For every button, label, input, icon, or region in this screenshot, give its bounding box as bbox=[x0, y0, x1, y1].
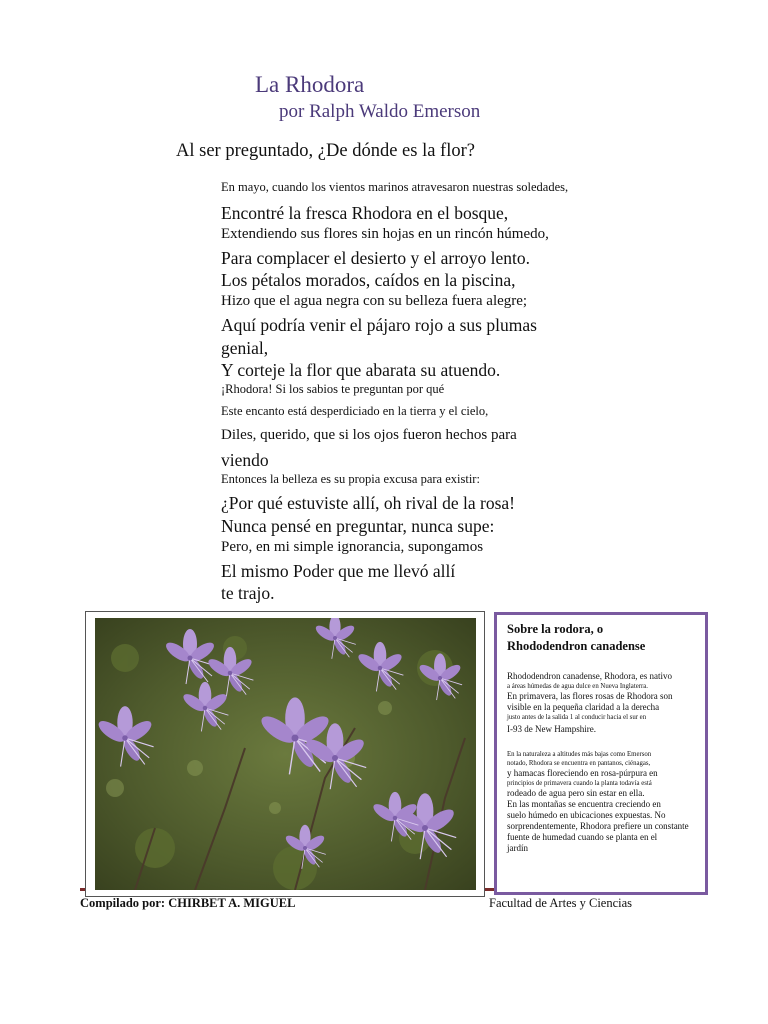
sidebar-line: suelo húmedo en ubicaciones expuestas. No bbox=[507, 810, 666, 820]
poem-line: Aquí podría venir el pájaro rojo a sus plumas bbox=[221, 315, 537, 335]
sidebar-line: En las montañas se encuentra creciendo en bbox=[507, 799, 661, 809]
rhodora-photo bbox=[95, 618, 476, 890]
poem-line: Y corteje la flor que abarata su atuendo. bbox=[221, 360, 501, 380]
poem-line: ¿Por qué estuviste allí, oh rival de la rosa! bbox=[221, 493, 516, 513]
poem-line: ¡Rhodora! Si los sabios te preguntan por qué bbox=[221, 382, 445, 396]
photo-frame bbox=[85, 611, 485, 897]
poem-line: Entonces la belleza es su propia excusa para existir: bbox=[221, 472, 480, 486]
sidebar-line: Rhododendron canadense, Rhodora, es nativo bbox=[507, 671, 672, 681]
sidebar-line: fuente de humedad cuando se planta en el bbox=[507, 832, 658, 842]
poem-epigraph: Al ser preguntado, ¿De dónde es la flor? bbox=[176, 141, 475, 161]
sidebar-line: principios de primavera cuando la planta todavía está bbox=[507, 780, 652, 787]
poem-line: En mayo, cuando los vientos marinos atravesaron nuestras soledades, bbox=[221, 180, 569, 194]
poem-line: Diles, querido, que si los ojos fueron hechos para bbox=[221, 427, 517, 443]
sidebar-line: y hamacas floreciendo en rosa-púrpura en bbox=[507, 768, 658, 778]
sidebar-title-line: Sobre la rodora, o bbox=[507, 622, 604, 636]
poem-line: Hizo que el agua negra con su belleza fuera alegre; bbox=[221, 293, 528, 309]
poem-line: Encontré la fresca Rhodora en el bosque, bbox=[221, 203, 509, 223]
document-title: La Rhodora bbox=[255, 72, 365, 97]
sidebar-line: jardín bbox=[507, 843, 528, 853]
poem-line: Pero, en mi simple ignorancia, supongamos bbox=[221, 539, 484, 555]
poem-line: Este encanto está desperdiciado en la tierra y el cielo, bbox=[221, 404, 489, 418]
poem-line: Los pétalos morados, caídos en la piscina, bbox=[221, 270, 516, 290]
sidebar-line: sorprendentemente, Rhodora prefiere un constante bbox=[507, 821, 689, 831]
sidebar-box bbox=[494, 612, 708, 895]
sidebar-line: visible en la pequeña claridad a la derecha bbox=[507, 702, 660, 712]
poem-line: genial, bbox=[221, 338, 269, 358]
sidebar-title bbox=[507, 621, 695, 655]
sidebar-line: justo antes de la salida 1 al conducir hacia el sur en bbox=[507, 714, 647, 721]
poem-line: Para complacer el desierto y el arroyo lento. bbox=[221, 248, 531, 268]
sidebar-line: notado, Rhodora se encuentra en pantanos, ciénagas, bbox=[507, 760, 651, 767]
sidebar-line: a áreas húmedas de agua dulce en Nueva Inglaterra. bbox=[507, 683, 648, 690]
sidebar-line: I-93 de New Hampshire. bbox=[507, 724, 596, 734]
sidebar-title-line: Rhododendron canadense bbox=[507, 639, 646, 653]
sidebar-line: rodeado de agua pero sin estar en ella. bbox=[507, 788, 645, 798]
sidebar-line: En la naturaleza a altitudes más bajas como Emerson bbox=[507, 751, 652, 758]
poem-line: El mismo Poder que me llevó allí bbox=[221, 561, 456, 581]
faculty-name: Facultad de Artes y Ciencias bbox=[489, 896, 633, 910]
poem-line: Nunca pensé en preguntar, nunca supe: bbox=[221, 516, 495, 536]
compiled-by: Compilado por: CHIRBET A. MIGUEL bbox=[80, 896, 296, 910]
poem-line: te trajo. bbox=[221, 583, 275, 603]
poem-line: viendo bbox=[221, 450, 269, 470]
sidebar-line: En primavera, las flores rosas de Rhodora son bbox=[507, 691, 673, 701]
author-line: por Ralph Waldo Emerson bbox=[279, 101, 481, 122]
poem-line: Extendiendo sus flores sin hojas en un rincón húmedo, bbox=[221, 226, 549, 242]
